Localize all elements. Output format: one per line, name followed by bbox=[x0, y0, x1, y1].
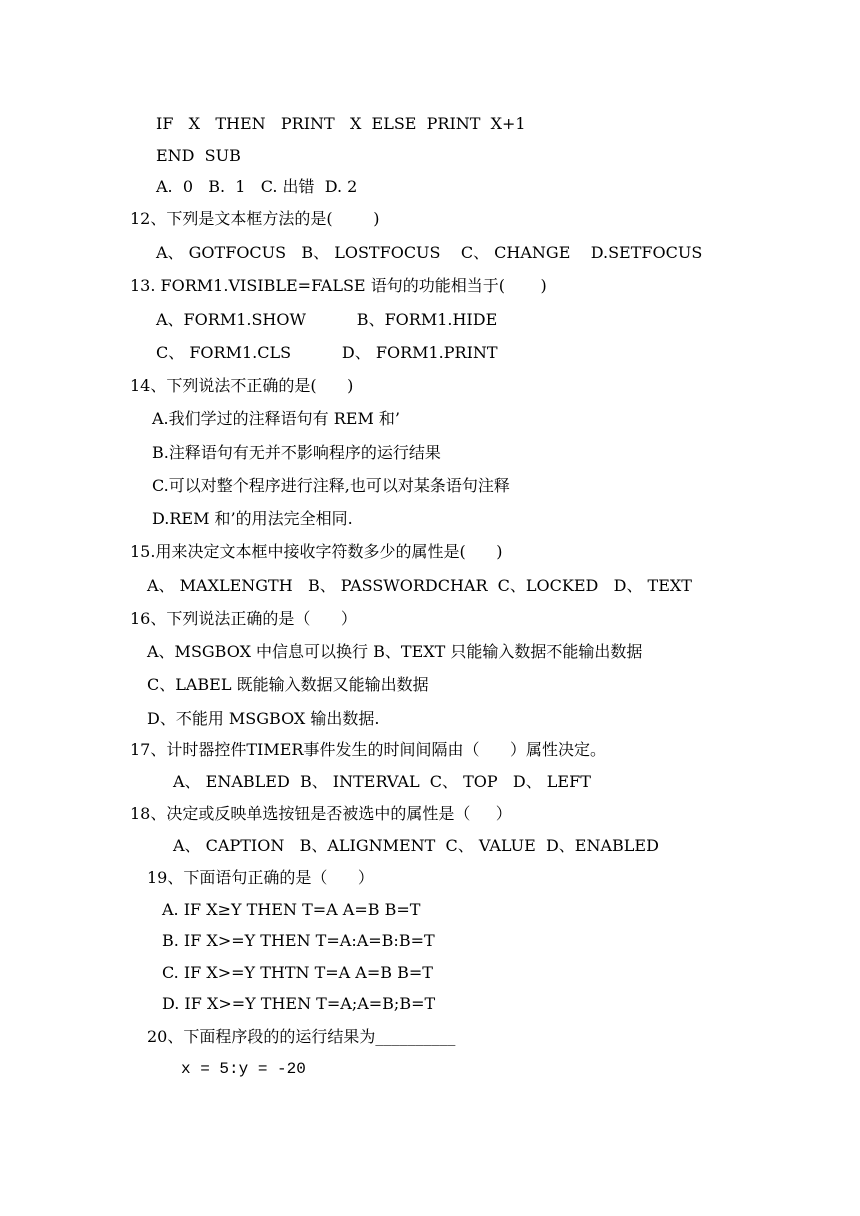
question-13-options-cd: C、 FORM1.CLS D、 FORM1.PRINT bbox=[156, 343, 498, 362]
question-14-option-a: A.我们学过的注释语句有 REM 和’ bbox=[152, 409, 401, 428]
question-13-options-ab: A、FORM1.SHOW B、FORM1.HIDE bbox=[156, 310, 498, 329]
question-15-stem: 15.用来决定文本框中接收字符数多少的属性是( ) bbox=[130, 542, 503, 561]
question-18-options: A、 CAPTION B、ALIGNMENT C、 VALUE D、ENABLED bbox=[173, 836, 659, 855]
question-16-options-ab: A、MSGBOX 中信息可以换行 B、TEXT 只能输入数据不能输出数据 bbox=[147, 642, 643, 661]
question-20-code-line: x = 5:y = -20 bbox=[181, 1060, 306, 1078]
question-14-stem: 14、下列说法不正确的是( ) bbox=[130, 376, 354, 395]
question-19-option-d: D. IF X>=Y THEN T=A;A=B;B=T bbox=[162, 994, 436, 1013]
question-19-option-a: A. IF X≥Y THEN T=A A=B B=T bbox=[162, 900, 421, 919]
question-14-option-b: B.注释语句有无并不影响程序的运行结果 bbox=[152, 443, 441, 462]
question-12-stem: 12、下列是文本框方法的是( ) bbox=[130, 209, 380, 228]
question-12-options: A、 GOTFOCUS B、 LOSTFOCUS C、 CHANGE D.SETFOCUS bbox=[156, 243, 703, 262]
question-19-option-c: C. IF X>=Y THTN T=A A=B B=T bbox=[162, 963, 433, 982]
question-16-option-c: C、LABEL 既能输入数据又能输出数据 bbox=[147, 675, 429, 694]
code-line-end-sub: END SUB bbox=[156, 146, 241, 165]
code-line-if-statement: IF X THEN PRINT X ELSE PRINT X+1 bbox=[156, 114, 526, 133]
question-16-stem: 16、下列说法正确的是（ ） bbox=[130, 609, 357, 628]
question-17-options: A、 ENABLED B、 INTERVAL C、 TOP D、 LEFT bbox=[173, 772, 591, 791]
question-18-stem: 18、决定或反映单选按钮是否被选中的属性是（ ） bbox=[130, 804, 512, 823]
question-20-stem: 20、下面程序段的的运行结果为__________ bbox=[147, 1027, 456, 1046]
question-16-option-d: D、不能用 MSGBOX 输出数据. bbox=[147, 709, 380, 728]
question-13-stem: 13. FORM1.VISIBLE=FALSE 语句的功能相当于( ) bbox=[130, 276, 547, 295]
question-14-option-d: D.REM 和’的用法完全相同. bbox=[152, 509, 353, 528]
question-15-options: A、 MAXLENGTH B、 PASSWORDCHAR C、LOCKED D、 TEXT bbox=[147, 576, 692, 595]
question-14-option-c: C.可以对整个程序进行注释,也可以对某条语句注释 bbox=[152, 476, 510, 495]
question-19-stem: 19、下面语句正确的是（ ） bbox=[147, 868, 374, 887]
question-11-options: A. 0 B. 1 C. 出错 D. 2 bbox=[156, 177, 358, 196]
question-17-stem: 17、计时器控件TIMER事件发生的时间间隔由（ ）属性决定。 bbox=[130, 740, 606, 759]
question-19-option-b: B. IF X>=Y THEN T=A:A=B:B=T bbox=[162, 931, 435, 950]
